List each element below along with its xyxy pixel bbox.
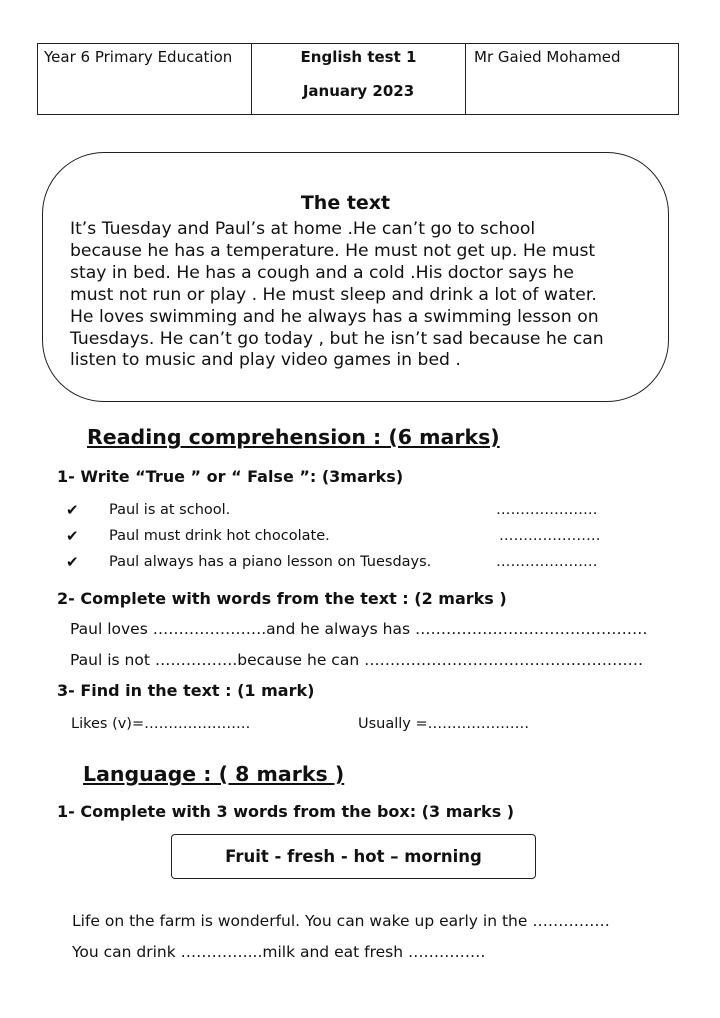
header-table (37, 43, 679, 115)
tf-blank[interactable]: ………………… (496, 554, 598, 570)
tf-blank[interactable]: ………………… (499, 528, 601, 544)
reading-q1-title: 1- Write “True ” or “ False ”: (3marks) (57, 467, 404, 486)
tf-item: Paul is at school. (109, 502, 231, 518)
check-icon: ✔ (66, 553, 79, 571)
reading-heading: Reading comprehension : (6 marks) (87, 425, 500, 449)
language-q1-title: 1- Complete with 3 words from the box: (3 marks ) (57, 802, 515, 821)
tf-item: Paul always has a piano lesson on Tuesdays. (109, 554, 432, 570)
complete-line: Paul loves ………………….and he always has ……………………………………… (70, 620, 648, 638)
reading-q3-title: 3- Find in the text : (1 mark) (57, 681, 315, 700)
header-class: Year 6 Primary Education (38, 44, 252, 114)
test-date: January 2023 (302, 82, 415, 100)
complete-line: Paul is not …………….because he can ……………………………………………… (70, 651, 644, 669)
tf-item: Paul must drink hot chocolate. (109, 528, 330, 544)
reading-q2-title: 2- Complete with words from the text : (2 marks ) (57, 589, 507, 608)
header-test-info (252, 44, 466, 114)
find-likes: Likes (v)=…………………. (71, 716, 251, 732)
language-heading: Language : ( 8 marks ) (83, 762, 345, 786)
check-icon: ✔ (66, 501, 79, 519)
header-teacher: Mr Gaied Mohamed (474, 48, 621, 66)
tf-blank[interactable]: ………………… (496, 502, 598, 518)
find-usually: Usually =………………… (358, 716, 530, 732)
test-title: English test 1 (300, 48, 417, 66)
farm-line: Life on the farm is wonderful. You can wake up early in the …………… (72, 912, 610, 930)
reading-text-body: It’s Tuesday and Paul’s at home .He can’t go to school because he has a temperature. He must not get up. He must stay in bed. He has a cough and a cold .His doctor says he must not run or play . He must sleep and drink a lot of water. He loves swimming and he always has a swimming lesson on Tuesdays. He can’t go today , but he isn’t sad because he can listen to music and play video games in bed . (70, 219, 604, 371)
check-icon: ✔ (66, 527, 79, 545)
farm-line: You can drink …………....milk and eat fresh …………… (72, 943, 486, 961)
word-box: Fruit - fresh - hot – morning (171, 834, 536, 879)
reading-text-title: The text (300, 192, 391, 214)
